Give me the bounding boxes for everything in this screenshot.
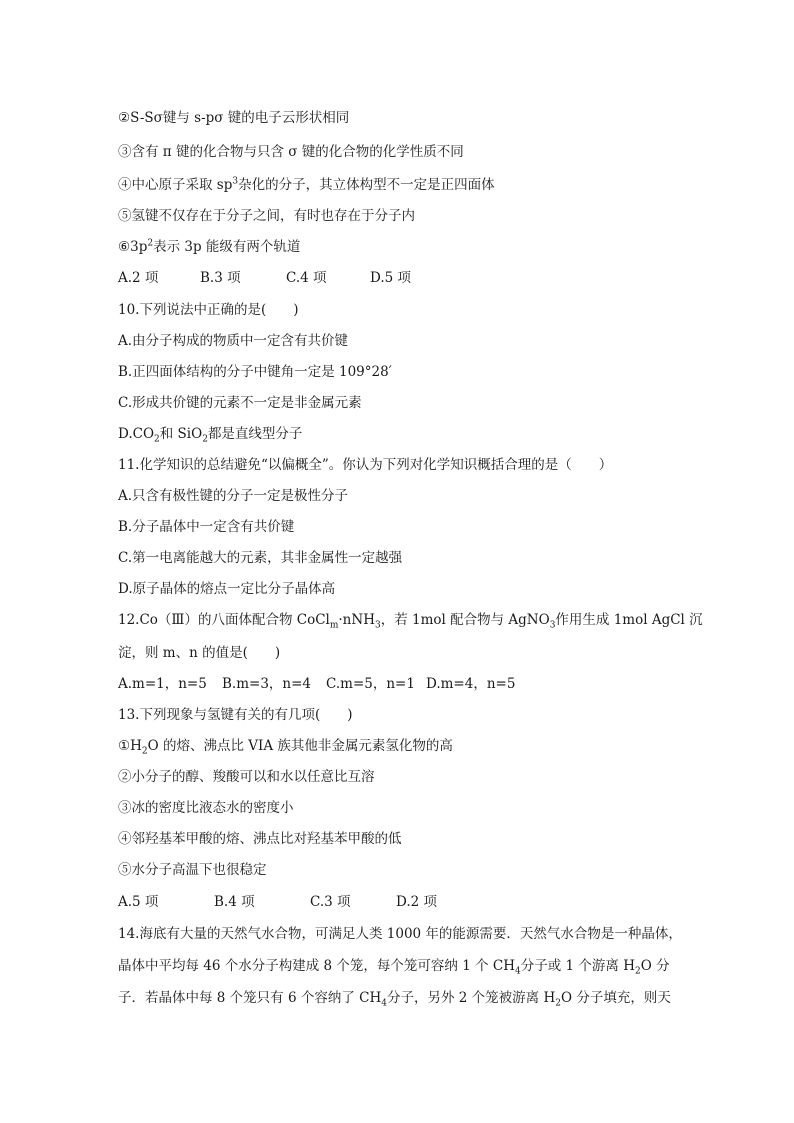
q13-item-2: ②小分子的醇、羧酸可以和水以任意比互溶 — [118, 769, 375, 785]
q12-option-d: D.m=4，n=5 — [426, 676, 516, 692]
q11-option-a: A.只含有极性键的分子一定是极性分子 — [118, 488, 349, 504]
q12-text: 作用生成 1mol AgCl 沉 — [555, 612, 703, 628]
q14-line-1: 14.海底有大量的天然气水合物，可满足人类 1000 年的能源需要．天然气水合物是一种晶体， — [118, 926, 682, 942]
subscript: 2 — [202, 434, 208, 445]
q13-item-1 — [118, 736, 678, 756]
q11-option-c: C.第一电离能越大的元素，其非金属性一定越强 — [118, 550, 403, 566]
q9-item-5: ⑤氢键不仅存在于分子之间，有时也存在于分子内 — [118, 208, 415, 224]
subscript: 4 — [381, 998, 387, 1009]
q9-item-6 — [118, 237, 678, 257]
q14-text: O 分子填充，则天 — [560, 990, 671, 1006]
q9-item-4 — [118, 175, 678, 195]
q10-option-c: C.形成共价键的元素不一定是非金属元素 — [118, 395, 362, 411]
q13-stem: 13.下列现象与氢键有关的有几项( ) — [118, 707, 353, 723]
q9-item-3: ③含有 π 键的化合物与只含 σ 键的化合物的化学性质不同 — [118, 144, 464, 160]
q14-text: O 分 — [640, 958, 670, 974]
subscript: 2 — [154, 434, 160, 445]
q9-item-6-text: 表示 3p 能级有两个轨道 — [153, 239, 301, 255]
q9-option-c: C.4 项 — [286, 270, 327, 286]
subscript: 2 — [634, 966, 641, 977]
q13-options — [118, 892, 678, 912]
q12-stem-line-2: 淀，则 m、n 的值是( ) — [118, 645, 281, 661]
q11-option-b: B.分子晶体中一定含有共价键 — [118, 519, 295, 535]
q13-item-1-text: ①H — [118, 738, 142, 754]
q10-option-b: B.正四面体结构的分子中键角一定是 109°28′ — [118, 364, 392, 380]
q10-d-text: 和 SiO — [159, 426, 203, 442]
q12-option-b: B.m=3，n=4 — [222, 676, 312, 692]
q9-item-4-text: 杂化的分子，其立体构型不一定是正四面体 — [238, 177, 495, 193]
q9-option-a: A.2 项 — [118, 270, 159, 286]
q14-text: 晶体中平均每 46 个水分子构建成 8 个笼，每个笼可容纳 1 个 CH — [118, 958, 515, 974]
q11-stem: 11.化学知识的总结避免“以偏概全”。你认为下列对化学知识概括合理的是（ ） — [118, 457, 613, 473]
q9-item-4-text: ④中心原子采取 sp — [118, 177, 233, 193]
q14-text: 分子或 1 个游离 H — [520, 958, 635, 974]
subscript: 2 — [555, 998, 561, 1009]
q12-text: ，若 1mol 配合物与 AgNO — [380, 612, 550, 628]
q10-stem: 10.下列说法中正确的是( ) — [118, 302, 299, 318]
q14-line-3 — [118, 988, 678, 1008]
superscript: 2 — [147, 238, 154, 249]
q12-option-a: A.m=1，n=5 — [118, 676, 207, 692]
q12-text: ·nNH — [338, 612, 375, 628]
q9-item-6-text: ⑥3p — [118, 239, 148, 255]
subscript: m — [329, 620, 339, 631]
subscript: 4 — [515, 966, 521, 977]
superscript: 3 — [232, 176, 239, 187]
subscript: 3 — [549, 620, 556, 631]
q13-item-1-text: O 的熔、沸点比 VIA 族其他非金属元素氢化物的高 — [147, 738, 453, 754]
q13-option-d: D.2 项 — [396, 894, 438, 910]
q12-option-c: C.m=5，n=1 — [326, 676, 415, 692]
q10-d-text: D.CO — [118, 426, 155, 442]
q10-option-d — [118, 424, 678, 444]
q13-option-a: A.5 项 — [118, 894, 159, 910]
subscript: 2 — [141, 746, 148, 757]
q12-options — [118, 674, 678, 694]
q11-option-d: D.原子晶体的熔点一定比分子晶体高 — [118, 581, 336, 597]
q13-option-c: C.3 项 — [310, 894, 351, 910]
q13-item-3: ③冰的密度比液态水的密度小 — [118, 800, 294, 816]
q9-options — [118, 268, 678, 288]
q9-option-b: B.3 项 — [200, 270, 241, 286]
q10-option-a: A.由分子构成的物质中一定含有共价键 — [118, 333, 349, 349]
q13-item-4: ④邻羟基苯甲酸的熔、沸点比对羟基苯甲酸的低 — [118, 831, 402, 847]
q14-line-2 — [118, 956, 678, 976]
q12-text: 12.Co（Ⅲ）的八面体配合物 CoCl — [118, 612, 330, 628]
q9-option-d: D.5 项 — [370, 270, 412, 286]
q10-d-text: 都是直线型分子 — [207, 426, 303, 442]
q9-item-2: ②S-Sσ键与 s-pσ 键的电子云形状相同 — [118, 110, 350, 126]
q13-option-b: B.4 项 — [214, 894, 255, 910]
q14-text: 分子，另外 2 个笼被游离 H — [386, 990, 556, 1006]
q14-text: 子．若晶体中每 8 个笼只有 6 个容纳了 CH — [118, 990, 382, 1006]
q12-stem-line-1 — [118, 610, 703, 631]
q13-item-5: ⑤水分子高温下也很稳定 — [118, 862, 267, 878]
subscript: 3 — [374, 620, 381, 631]
